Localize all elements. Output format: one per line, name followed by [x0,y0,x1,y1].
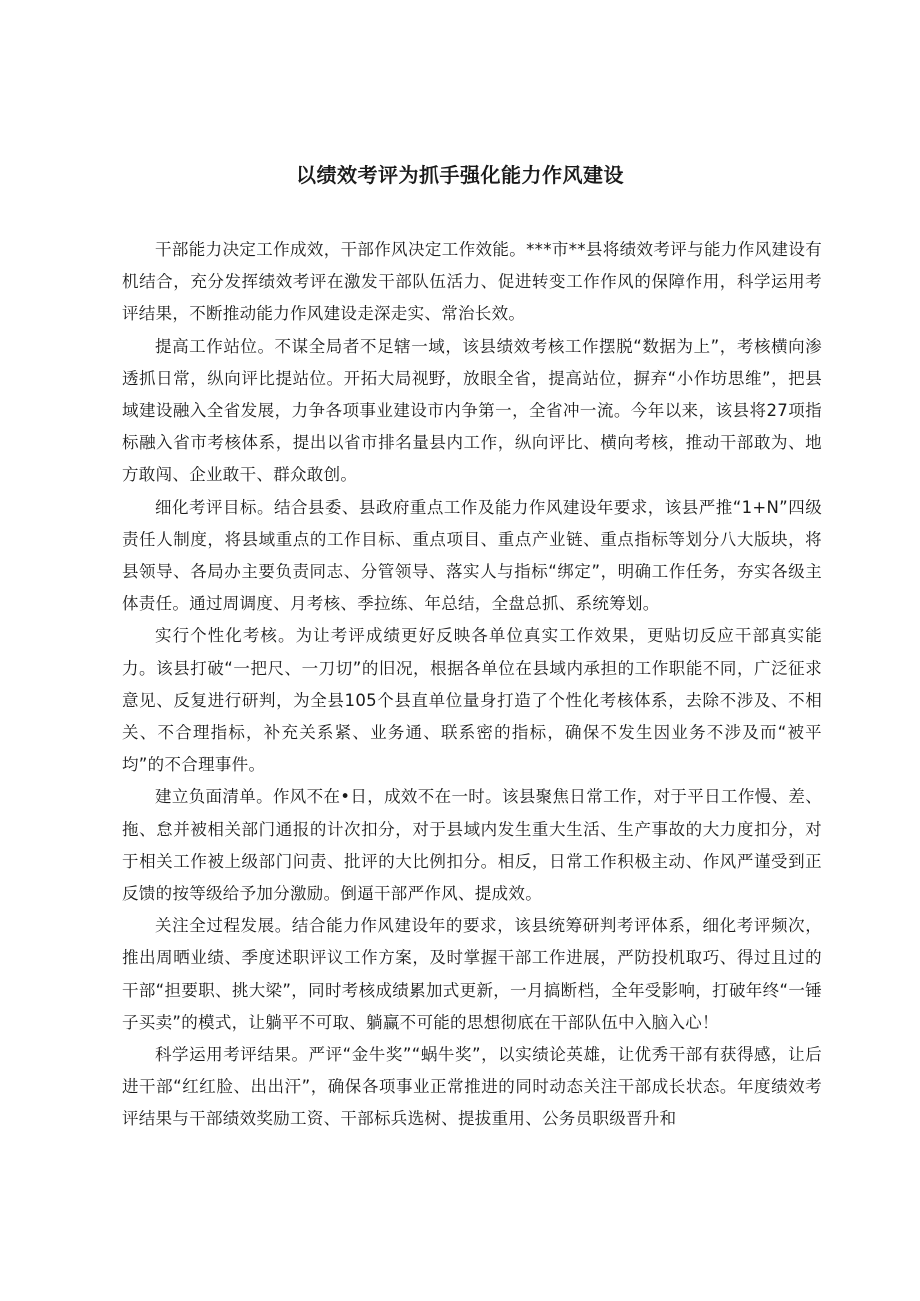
paragraph-negative-list: 建立负面清单。作风不在•日，成效不在一时。该县聚焦日常工作，对于平日工作慢、差、拖、怠并被相关部门通报的计次扣分，对于县域内发生重大生活、生产事故的大力度扣分，对于相关工作被上级部门问责、批评的大比例扣分。相反，日常工作积极主动、作风严谨受到正反馈的按等级给予加分激励。倒逼干部严作风、提成效。 [122,787,822,904]
paragraph-raise-position: 提高工作站位。不谋全局者不足辖一域，该县绩效考核工作摆脱“数据为上”，考核横向渗透抓日常，纵向评比提站位。开拓大局视野，放眼全省，提高站位，摒弃“小作坊思维”，把县域建设融入全省发展，力争各项事业建设市内争第一，全省冲一流。今年以来，该县将27项指标融入省市考核体系，提出以省市排名量县内工作，纵向评比、横向考核，推动干部敢为、地方敢闯、企业敢干、群众敢创。 [122,336,822,485]
paragraph-intro: 干部能力决定工作成效，干部作风决定工作效能。***市**县将绩效考评与能力作风建设有机结合，充分发挥绩效考评在激发干部队伍活力、促进转变工作作风的保障作用，科学运用考评结果，不断推动能力作风建设走深走实、常治长效。 [122,240,822,324]
document-body [122,234,822,1136]
document-title: 以绩效考评为抓手强化能力作风建设 [296,163,624,187]
paragraph-apply-results: 科学运用考评结果。严评“金牛奖”“蜗牛奖”，以实绩论英雄，让优秀干部有获得感，让后进干部“红红脸、出出汗”，确保各项事业正常推进的同时动态关注干部成长状态。年度绩效考评结果与干部绩效奖励工资、干部标兵选树、提拔重用、公务员职级晋升和 [122,1045,822,1129]
paragraph-personalized-assessment: 实行个性化考核。为让考评成绩更好反映各单位真实工作效果，更贴切反应干部真实能力。该县打破“一把尺、一刀切”的旧况，根据各单位在县域内承担的工作职能不同，广泛征求意见、反复进行研判，为全县105个县直单位量身打造了个性化考核体系，去除不涉及、不相关、不合理指标，补充关系紧、业务通、联系密的指标，确保不发生因业务不涉及而“被平均”的不合理事件。 [122,626,822,775]
paragraph-refine-targets: 细化考评目标。结合县委、县政府重点工作及能力作风建设年要求，该县严推“1+N”四级责任人制度，将县域重点的工作目标、重点项目、重点产业链、重点指标等划分八大版块，将县领导、各局办主要负责同志、分管领导、落实人与指标“绑定”，明确工作任务，夯实各级主体责任。通过周调度、月考核、季拉练、年总结，全盘总抓、系统筹划。 [122,497,822,614]
paragraph-whole-process: 关注全过程发展。结合能力作风建设年的要求，该县统筹研判考评体系，细化考评频次，推出周晒业绩、季度述职评议工作方案，及时掌握干部工作进展，严防投机取巧、得过且过的干部“担要职、挑大梁”，同时考核成绩累加式更新，一月搞断档，全年受影响，打破年终“一锤子买卖”的模式，让躺平不可取、躺赢不可能的思想彻底在干部队伍中入脑入心！ [122,916,822,1032]
